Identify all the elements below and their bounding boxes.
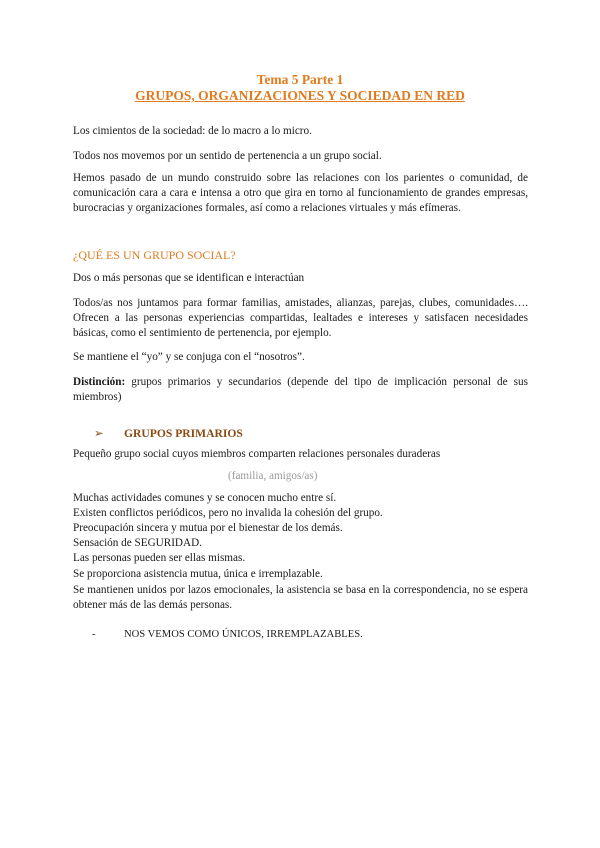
- list-caracteristicas: [73, 491, 528, 566]
- title-block: [0, 72, 600, 104]
- list-item: Las personas pueden ser ellas mismas.: [73, 552, 246, 564]
- paragraph-pertenencia: Todos nos movemos por un sentido de pertenencia a un grupo social.: [73, 150, 382, 162]
- distincion-text: grupos primarios y secundarios (depende del tipo de implicación personal de sus miembros): [73, 376, 528, 403]
- document-subtitle: GRUPOS, ORGANIZACIONES Y SOCIEDAD EN RED: [135, 88, 465, 103]
- paragraph-mundo: Hemos pasado de un mundo construido sobre las relaciones con los parientes o comunidad, de comunicación cara a cara e intensa a otro que gira en torno al funcionamiento de grandes empresas, burocracias y organizaciones formales, así como a relaciones virtuales y más efímeras.: [73, 172, 528, 214]
- list-item: Sensación de SEGURIDAD.: [73, 537, 202, 549]
- list-item: Se proporciona asistencia mutua, única e irremplazable.: [73, 568, 323, 580]
- list-item: Preocupación sincera y mutua por el bienestar de los demás.: [73, 522, 343, 534]
- arrow-bullet-icon: ➢: [94, 427, 104, 440]
- heading-grupos-primarios: [94, 426, 549, 441]
- paragraph-cimientos: Los cimientos de la sociedad: de lo macro a lo micro.: [73, 125, 312, 137]
- list-item: Muchas actividades comunes y se conocen mucho entre sí.: [73, 492, 337, 504]
- paragraph-distincion: [73, 375, 528, 405]
- document-title: Tema 5 Parte 1: [256, 72, 344, 87]
- dash-item-unicos: [92, 627, 547, 642]
- paragraph-definicion: Dos o más personas que se identifican e interactúan: [73, 272, 305, 284]
- heading-grupos-primarios-label: GRUPOS PRIMARIOS: [124, 427, 243, 440]
- paragraph-yo-nosotros: Se mantiene el “yo” y se conjuga con el “nosotros”.: [73, 351, 305, 363]
- dash-item-text: NOS VEMOS COMO ÚNICOS, IRREMPLAZABLES.: [124, 629, 363, 640]
- dash-bullet-icon: -: [92, 629, 96, 640]
- list-item: Existen conflictos periódicos, pero no invalida la cohesión del grupo.: [73, 507, 383, 519]
- paragraph-pequeno-grupo: Pequeño grupo social cuyos miembros comparten relaciones personales duraderas: [73, 448, 441, 460]
- paragraph-lazos: Se mantienen unidos por lazos emocionales, la asistencia se basa en la correspondencia, no se espera obtener más de las demás personas.: [73, 584, 528, 611]
- note-familia: (familia, amigos/as): [228, 470, 318, 482]
- distincion-label: Distinción:: [73, 376, 126, 388]
- paragraph-familias: Todos/as nos juntamos para formar familias, amistades, alianzas, parejas, clubes, comunidades…. Ofrecen a las personas experiencias compartidas, lealtades e intereses y satisfacen necesidades básicas, como el sentimiento de pertenencia, por ejemplo.: [73, 297, 528, 339]
- heading-grupo-social: ¿QUÉ ES UN GRUPO SOCIAL?: [73, 248, 236, 262]
